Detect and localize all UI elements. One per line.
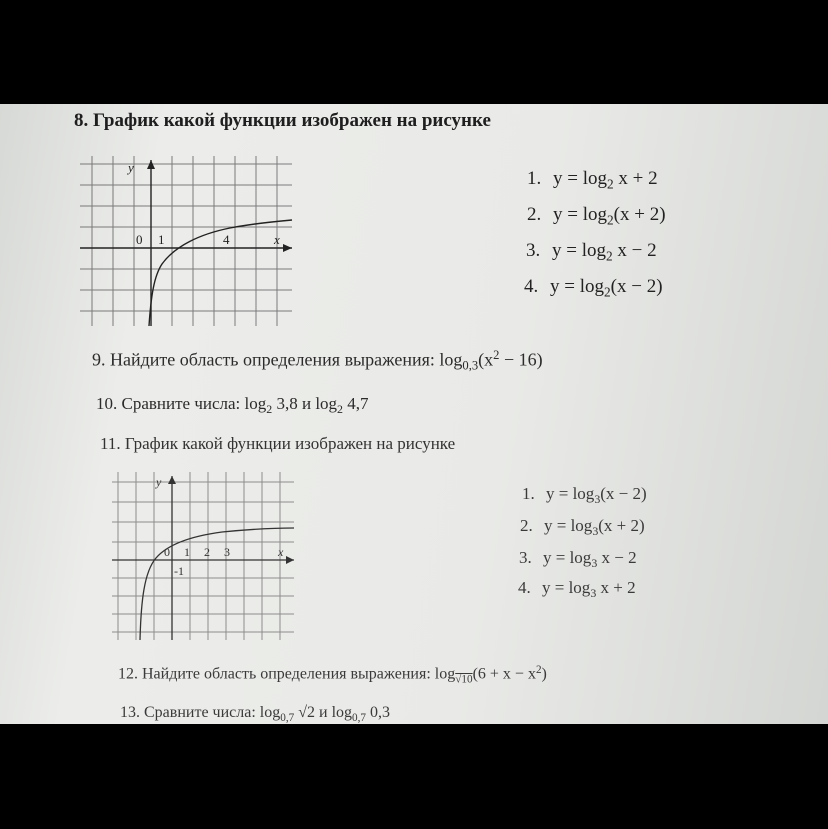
q11-three-label: 3 xyxy=(224,545,230,559)
q11-graph xyxy=(112,472,298,642)
q8-x-label: x xyxy=(274,232,280,247)
q8-option-4: 4. $y = \log_2(x - 2)$ xyxy=(524,276,663,300)
q8-four-label: 4 xyxy=(223,232,230,247)
q11-option-3: 3. $y = \log_3 x - 2$ xyxy=(519,548,637,571)
q11-zero-label: 0 xyxy=(164,545,170,559)
q12-text: 12. Найдите область определения выражения: $\log_{√10}(6 + x - x^2)$ xyxy=(118,664,547,686)
q8-grid xyxy=(80,156,292,326)
q11-x-arrow xyxy=(286,556,294,564)
worksheet-page xyxy=(0,104,828,724)
q9-text: 9. Найдите область определения выражения: $\log_{0,3}(x^2 - 16)$ xyxy=(92,348,543,373)
q8-curve xyxy=(149,220,292,326)
q8-zero-label: 0 xyxy=(136,232,143,247)
q11-option-2: 2. $y = \log_3(x + 2)$ xyxy=(520,516,645,539)
q11-grid xyxy=(112,472,294,640)
q11-one-label: 1 xyxy=(184,545,190,559)
q11-y-arrow xyxy=(168,476,176,484)
q11-two-label: 2 xyxy=(204,545,210,559)
q8-one-label: 1 xyxy=(158,232,165,247)
q11-y-label: y xyxy=(156,475,162,489)
q8-option-2: 2. $y = \log_2(x + 2)$ xyxy=(527,204,666,228)
q11-option-4: 4. $y = \log_3 x + 2$ xyxy=(518,578,636,601)
q8-title: 8. График какой функции изображен на рисунке xyxy=(74,110,491,131)
q11-title: 11. График какой функции изображен на рисунке xyxy=(100,434,456,453)
q10-text: 10. Сравните числа: $\log_2 3,8$ и $\log_2 4,7$ xyxy=(96,394,369,417)
q13-text: 13. Сравните числа: $\log_{0,7} √2$ и $\log_{0,7} 0,3$ xyxy=(120,704,390,724)
q8-x-arrow xyxy=(283,244,292,252)
q8-graph xyxy=(80,156,296,328)
q8-option-3: 3. $y = \log_2 x - 2$ xyxy=(526,240,657,264)
q8-y-label: y xyxy=(128,160,134,175)
q11-option-1: 1. $y = \log_3(x - 2)$ xyxy=(522,484,647,507)
q8-option-1: 1. $y = \log_2 x + 2$ xyxy=(527,168,658,192)
q11-neg-one-label: -1 xyxy=(174,564,184,578)
q11-x-label: x xyxy=(278,545,284,559)
